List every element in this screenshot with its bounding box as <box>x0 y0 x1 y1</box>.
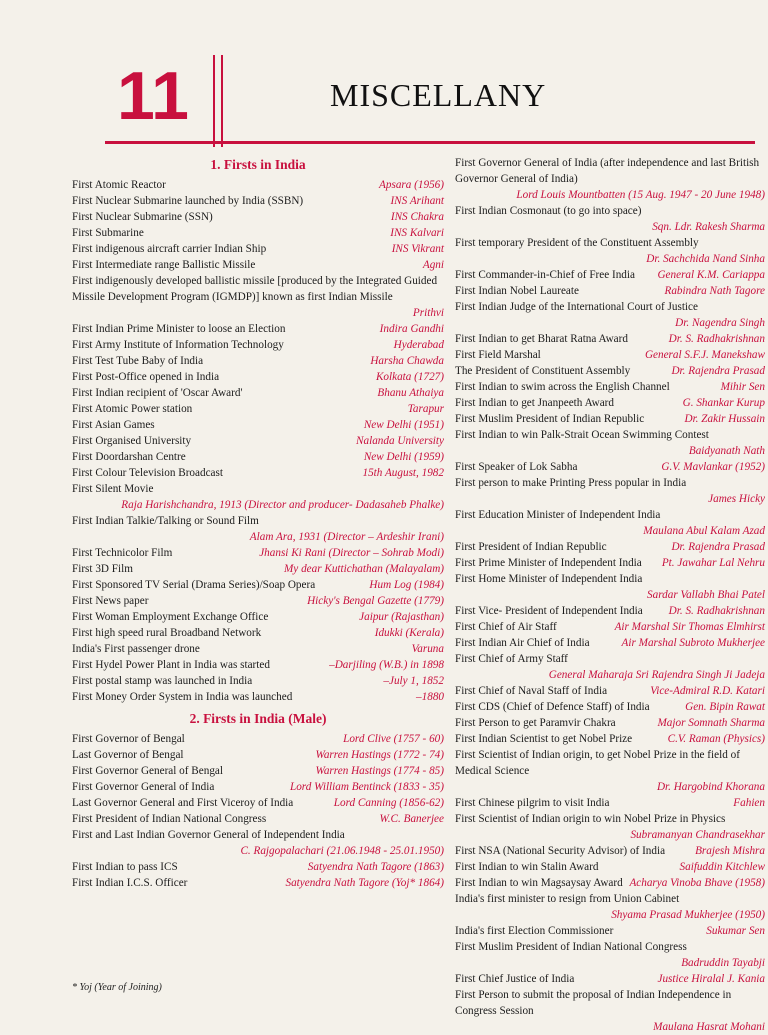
entry-value: Lord Louis Mountbatten (15 Aug. 1947 - 20 June 1948) <box>516 189 765 201</box>
entry-label: First Woman Employment Exchange Office <box>72 611 269 623</box>
list-item <box>72 795 444 811</box>
list-item <box>72 561 444 577</box>
list-item <box>455 811 765 843</box>
entry-value: –Darjiling (W.B.) in 1898 <box>329 659 444 671</box>
entry-label: First Hydel Power Plant in India was started <box>72 659 270 671</box>
list-item <box>72 241 444 257</box>
chapter-header <box>95 55 755 150</box>
entry-label: First Field Marshal <box>455 349 541 361</box>
entry-value: Raja Harishchandra, 1913 (Director and producer- Dadasaheb Phalke) <box>121 499 444 511</box>
entry-label: First Nuclear Submarine launched by India (SSBN) <box>72 195 304 207</box>
entry-label: India's first Election Commissioner <box>455 925 614 937</box>
entry-value: Indira Gandhi <box>379 323 444 335</box>
entry-value: Harsha Chawda <box>370 355 444 367</box>
entry-value: G. Shankar Kurup <box>682 397 765 409</box>
entry-value: –1880 <box>416 691 444 703</box>
list-item <box>455 379 765 395</box>
entry-label: First Scientist of Indian origin to win Nobel Prize in Physics <box>455 813 726 825</box>
list-item <box>455 459 765 475</box>
entry-value: General S.F.J. Manekshaw <box>644 349 765 361</box>
list-item <box>455 539 765 555</box>
entry-value: Apsara (1956) <box>379 179 444 191</box>
entry-value: Dr. Rajendra Prasad <box>671 365 765 377</box>
section-title: 1. Firsts in India <box>210 157 306 172</box>
entry-label: First Governor General of India <box>72 781 215 793</box>
left-column <box>72 155 444 891</box>
entry-value: My dear Kuttichathan (Malayalam) <box>283 563 444 575</box>
list-item <box>72 593 444 609</box>
section-firsts-in-india <box>72 177 444 705</box>
entry-value: G.V. Mavlankar (1952) <box>661 461 765 473</box>
list-item <box>72 465 444 481</box>
list-item <box>72 417 444 433</box>
entry-label: First Indian Cosmonaut (to go into space) <box>455 205 642 217</box>
entry-label: First President of Indian Republic <box>455 541 607 553</box>
footnote: * Yoj (Year of Joining) <box>72 982 162 993</box>
list-item <box>455 203 765 235</box>
entry-value: Satyendra Nath Tagore (1863) <box>307 861 444 873</box>
list-item <box>455 651 765 683</box>
entry-label: First Indian to win Magsaysay Award <box>455 877 623 889</box>
entry-value: Nalanda University <box>356 435 444 447</box>
list-item <box>455 683 765 699</box>
entry-label: First Indian Judge of the International Court of Justice <box>455 301 698 313</box>
list-item <box>72 321 444 337</box>
entry-value: Mihir Sen <box>720 381 765 393</box>
entry-value: Dr. S. Radhakrishnan <box>668 333 765 345</box>
entry-value: Air Marshal Sir Thomas Elmhirst <box>614 621 765 633</box>
list-item <box>72 811 444 827</box>
entry-value: 15th August, 1982 <box>362 467 444 479</box>
entry-label: First CDS (Chief of Defence Staff) of India <box>455 701 650 713</box>
entry-value: –July 1, 1852 <box>383 675 444 687</box>
list-item <box>455 715 765 731</box>
entry-value: Vice-Admiral R.D. Katari <box>650 685 765 697</box>
entry-label: First Indian to get Bharat Ratna Award <box>455 333 628 345</box>
entry-label: First Prime Minister of Independent India <box>455 557 642 569</box>
list-item <box>455 699 765 715</box>
entry-value: Idukki (Kerala) <box>374 627 444 639</box>
entry-label: First Indian to get Jnanpeeth Award <box>455 397 614 409</box>
list-item <box>455 571 765 603</box>
list-item <box>72 449 444 465</box>
list-item <box>72 433 444 449</box>
entry-label: First President of Indian National Congress <box>72 813 267 825</box>
entry-value: Jaipur (Rajasthan) <box>359 611 444 623</box>
entry-label: First person to make Printing Press popular in India <box>455 477 687 489</box>
entry-value: W.C. Banerjee <box>379 813 444 825</box>
entry-value: General Maharaja Sri Rajendra Singh Ji Jadeja <box>548 669 765 681</box>
entry-value: General K.M. Cariappa <box>657 269 765 281</box>
list-item <box>72 369 444 385</box>
section-firsts-continued <box>455 155 765 1035</box>
list-item <box>72 481 444 513</box>
entry-value: Sardar Vallabh Bhai Patel <box>647 589 765 601</box>
entry-label: First Indian recipient of 'Oscar Award' <box>72 387 243 399</box>
list-item <box>72 673 444 689</box>
entry-value: Dr. S. Radhakrishnan <box>668 605 765 617</box>
entry-value: Bhanu Athaiya <box>377 387 444 399</box>
entry-label: First Submarine <box>72 227 144 239</box>
list-item <box>455 363 765 379</box>
entry-label: First Person to get Paramvir Chakra <box>455 717 616 729</box>
entry-label: First temporary President of the Constituent Assembly <box>455 237 699 249</box>
list-item <box>72 779 444 795</box>
entry-value: Maulana Abul Kalam Azad <box>643 525 765 537</box>
list-item <box>455 859 765 875</box>
entry-label: First Post-Office opened in India <box>72 371 220 383</box>
entry-value: INS Kalvari <box>390 227 444 239</box>
list-item <box>72 193 444 209</box>
list-item <box>72 225 444 241</box>
entry-value: Lord Canning (1856-62) <box>333 797 444 809</box>
entry-label: Last Governor General and First Viceroy of India <box>72 797 294 809</box>
entry-value: Justice Hiralal J. Kania <box>657 973 765 985</box>
entry-label: First News paper <box>72 595 149 607</box>
list-item <box>72 875 444 891</box>
entry-label: First Muslim President of Indian Republic <box>455 413 645 425</box>
entry-value: Sukumar Sen <box>706 925 765 937</box>
entry-label: First Atomic Power station <box>72 403 193 415</box>
list-item <box>72 401 444 417</box>
entry-value: Acharya Vinoba Bhave (1958) <box>629 877 765 889</box>
entry-label: First Vice- President of Independent India <box>455 605 643 617</box>
entry-value: Fahien <box>733 797 765 809</box>
list-item <box>455 731 765 747</box>
entry-label: First Chief of Naval Staff of India <box>455 685 608 697</box>
entry-value: Badruddin Tayabji <box>681 957 765 969</box>
entry-value: Rabindra Nath Tagore <box>664 285 765 297</box>
list-item <box>72 625 444 641</box>
entry-label: First Intermediate range Ballistic Missile <box>72 259 256 271</box>
list-item <box>72 177 444 193</box>
list-item <box>455 395 765 411</box>
list-item <box>455 507 765 539</box>
entry-label: First Indian Talkie/Talking or Sound Film <box>72 515 259 527</box>
list-item <box>455 411 765 427</box>
list-item <box>455 155 765 203</box>
list-item <box>72 827 444 859</box>
entry-label: First high speed rural Broadband Network <box>72 627 262 639</box>
entry-label: First Scientist of Indian origin, to get Nobel Prize in the field of Medical Science <box>455 749 740 777</box>
list-item <box>455 235 765 267</box>
entry-value: Dr. Rajendra Prasad <box>671 541 765 553</box>
entry-label: First Indian Prime Minister to loose an Election <box>72 323 286 335</box>
entry-label: First Army Institute of Information Technology <box>72 339 284 351</box>
entry-label: First Asian Games <box>72 419 155 431</box>
entry-label: First Home Minister of Independent India <box>455 573 643 585</box>
entry-label: First Doordarshan Centre <box>72 451 186 463</box>
entry-label: First Money Order System in India was launched <box>72 691 293 703</box>
entry-value: Maulana Hasrat Mohani <box>653 1021 765 1033</box>
list-item <box>455 347 765 363</box>
entry-value: James Hicky <box>708 493 765 505</box>
entry-value: Hum Log (1984) <box>369 579 444 591</box>
entry-value: Brajesh Mishra <box>695 845 765 857</box>
entry-label: First NSA (National Security Advisor) of India <box>455 845 666 857</box>
entry-label: First Atomic Reactor <box>72 179 166 191</box>
entry-label: First Technicolor Film <box>72 547 173 559</box>
entry-value: Gen. Bipin Rawat <box>685 701 765 713</box>
entry-value: Varuna <box>411 643 444 655</box>
entry-label: First Indian to swim across the English Channel <box>455 381 670 393</box>
entry-label: First Speaker of Lok Sabha <box>455 461 578 473</box>
list-item <box>455 635 765 651</box>
section-title: 2. Firsts in India (Male) <box>189 711 327 726</box>
list-item <box>72 353 444 369</box>
entry-label: First Colour Television Broadcast <box>72 467 223 479</box>
entry-value: Hyderabad <box>393 339 444 351</box>
list-item <box>455 331 765 347</box>
entry-label: India's first minister to resign from Union Cabinet <box>455 893 680 905</box>
list-item <box>455 987 765 1035</box>
entry-label: First Chinese pilgrim to visit India <box>455 797 610 809</box>
list-item <box>455 475 765 507</box>
list-item <box>455 299 765 331</box>
entry-label: First Silent Movie <box>72 483 154 495</box>
entry-value: INS Vikrant <box>391 243 444 255</box>
entry-value: Warren Hastings (1774 - 85) <box>315 765 444 777</box>
entry-label: First Chief Justice of India <box>455 973 575 985</box>
list-item <box>455 891 765 923</box>
list-item <box>72 337 444 353</box>
entry-value: Tarapur <box>407 403 444 415</box>
list-item <box>72 209 444 225</box>
entry-label: First 3D Film <box>72 563 133 575</box>
list-item <box>72 689 444 705</box>
entry-value: Lord William Bentinck (1833 - 35) <box>289 781 444 793</box>
entry-label: First Organised University <box>72 435 192 447</box>
entry-label: First Test Tube Baby of India <box>72 355 204 367</box>
chapter-title: MISCELLANY <box>330 77 547 113</box>
list-item <box>455 283 765 299</box>
entry-value: Prithvi <box>412 307 444 319</box>
chapter-number: 11 <box>117 58 189 134</box>
entry-label: First Indian Scientist to get Nobel Prize <box>455 733 633 745</box>
entry-label: First indigenous aircraft carrier Indian Ship <box>72 243 267 255</box>
entry-label: First Indian Air Chief of India <box>455 637 590 649</box>
entry-label: First Person to submit the proposal of Indian Independence in Congress Session <box>455 989 732 1017</box>
list-item <box>72 385 444 401</box>
list-item <box>72 513 444 545</box>
entry-value: Kolkata (1727) <box>375 371 444 383</box>
list-item <box>455 939 765 971</box>
list-item <box>72 731 444 747</box>
entry-label: The President of Constituent Assembly <box>455 365 631 377</box>
entry-value: Hicky's Bengal Gazette (1779) <box>307 595 444 607</box>
entry-label: First and Last Indian Governor General of Independent India <box>72 829 345 841</box>
chapter-divider <box>213 55 223 147</box>
list-item <box>72 657 444 673</box>
list-item <box>72 257 444 273</box>
list-item <box>455 875 765 891</box>
list-item <box>72 641 444 657</box>
entry-label: First Chief of Air Staff <box>455 621 557 633</box>
entry-label: First Commander-in-Chief of Free India <box>455 269 635 281</box>
list-item <box>455 747 765 795</box>
entry-value: Air Marshal Subroto Mukherjee <box>621 637 765 649</box>
entry-value: Dr. Hargobind Khorana <box>656 781 765 793</box>
list-item <box>455 795 765 811</box>
entry-value: New Delhi (1951) <box>363 419 444 431</box>
entry-value: New Delhi (1959) <box>363 451 444 463</box>
list-item <box>455 555 765 571</box>
list-item <box>72 763 444 779</box>
entry-value: Dr. Nagendra Singh <box>675 317 765 329</box>
list-item <box>455 971 765 987</box>
entry-label: First indigenously developed ballistic missile [produced by the Integrated Guided Missile Development Program (IGMDP)] known as first Indian Missile <box>72 275 438 303</box>
entry-label: First Governor of Bengal <box>72 733 185 745</box>
entry-value: Lord Clive (1757 - 60) <box>343 733 444 745</box>
entry-value: Dr. Sachchida Nand Sinha <box>646 253 765 265</box>
list-item <box>72 273 444 321</box>
entry-value: Major Somnath Sharma <box>657 717 765 729</box>
entry-value: Dr. Zakir Hussain <box>684 413 765 425</box>
list-item <box>455 923 765 939</box>
header-rule <box>105 141 755 144</box>
list-item <box>72 609 444 625</box>
entry-value: Alam Ara, 1931 (Director – Ardeshir Irani) <box>249 531 444 543</box>
entry-value: Sqn. Ldr. Rakesh Sharma <box>652 221 765 233</box>
entry-value: Shyama Prasad Mukherjee (1950) <box>611 909 765 921</box>
entry-value: Agni <box>422 259 444 271</box>
entry-value: C.V. Raman (Physics) <box>667 733 765 745</box>
entry-label: First Indian Nobel Laureate <box>455 285 579 297</box>
entry-label: First Chief of Army Staff <box>455 653 568 665</box>
entry-value: INS Arihant <box>390 195 444 207</box>
list-item <box>455 843 765 859</box>
entry-label: First Indian to win Stalin Award <box>455 861 599 873</box>
entry-value: INS Chakra <box>390 211 444 223</box>
entry-label: First Indian I.C.S. Officer <box>72 877 188 889</box>
list-item <box>455 619 765 635</box>
entry-label: First Nuclear Submarine (SSN) <box>72 211 213 223</box>
entry-value: Satyendra Nath Tagore (Yoj* 1864) <box>285 877 444 889</box>
entry-value: Subramanyan Chandrasekhar <box>630 829 765 841</box>
right-column <box>455 155 765 1035</box>
list-item <box>455 267 765 283</box>
entry-label: First Governor General of India (after independence and last British Governor General of India) <box>455 157 760 185</box>
entry-value: Warren Hastings (1772 - 74) <box>315 749 444 761</box>
entry-label: First Muslim President of Indian National Congress <box>455 941 687 953</box>
list-item <box>455 427 765 459</box>
entry-value: Saifuddin Kitchlew <box>679 861 765 873</box>
entry-value: Jhansi Ki Rani (Director – Sohrab Modi) <box>259 547 444 559</box>
entry-label: First Sponsored TV Serial (Drama Series)/Soap Opera <box>72 579 316 591</box>
entry-label: India's First passenger drone <box>72 643 200 655</box>
list-item <box>72 545 444 561</box>
entry-value: C. Rajgopalachari (21.06.1948 - 25.01.1950) <box>240 845 444 857</box>
entry-label: First Indian to pass ICS <box>72 861 178 873</box>
entry-value: Pt. Jawahar Lal Nehru <box>661 557 765 569</box>
list-item <box>455 603 765 619</box>
entry-label: First Indian to win Palk-Strait Ocean Swimming Contest <box>455 429 709 441</box>
entry-value: Baidyanath Nath <box>688 445 765 457</box>
entry-label: First Education Minister of Independent India <box>455 509 661 521</box>
entry-label: Last Governor of Bengal <box>72 749 184 761</box>
list-item <box>72 577 444 593</box>
entry-label: First Governor General of Bengal <box>72 765 223 777</box>
list-item <box>72 859 444 875</box>
entry-label: First postal stamp was launched in India <box>72 675 253 687</box>
list-item <box>72 747 444 763</box>
section-firsts-male <box>72 731 444 891</box>
